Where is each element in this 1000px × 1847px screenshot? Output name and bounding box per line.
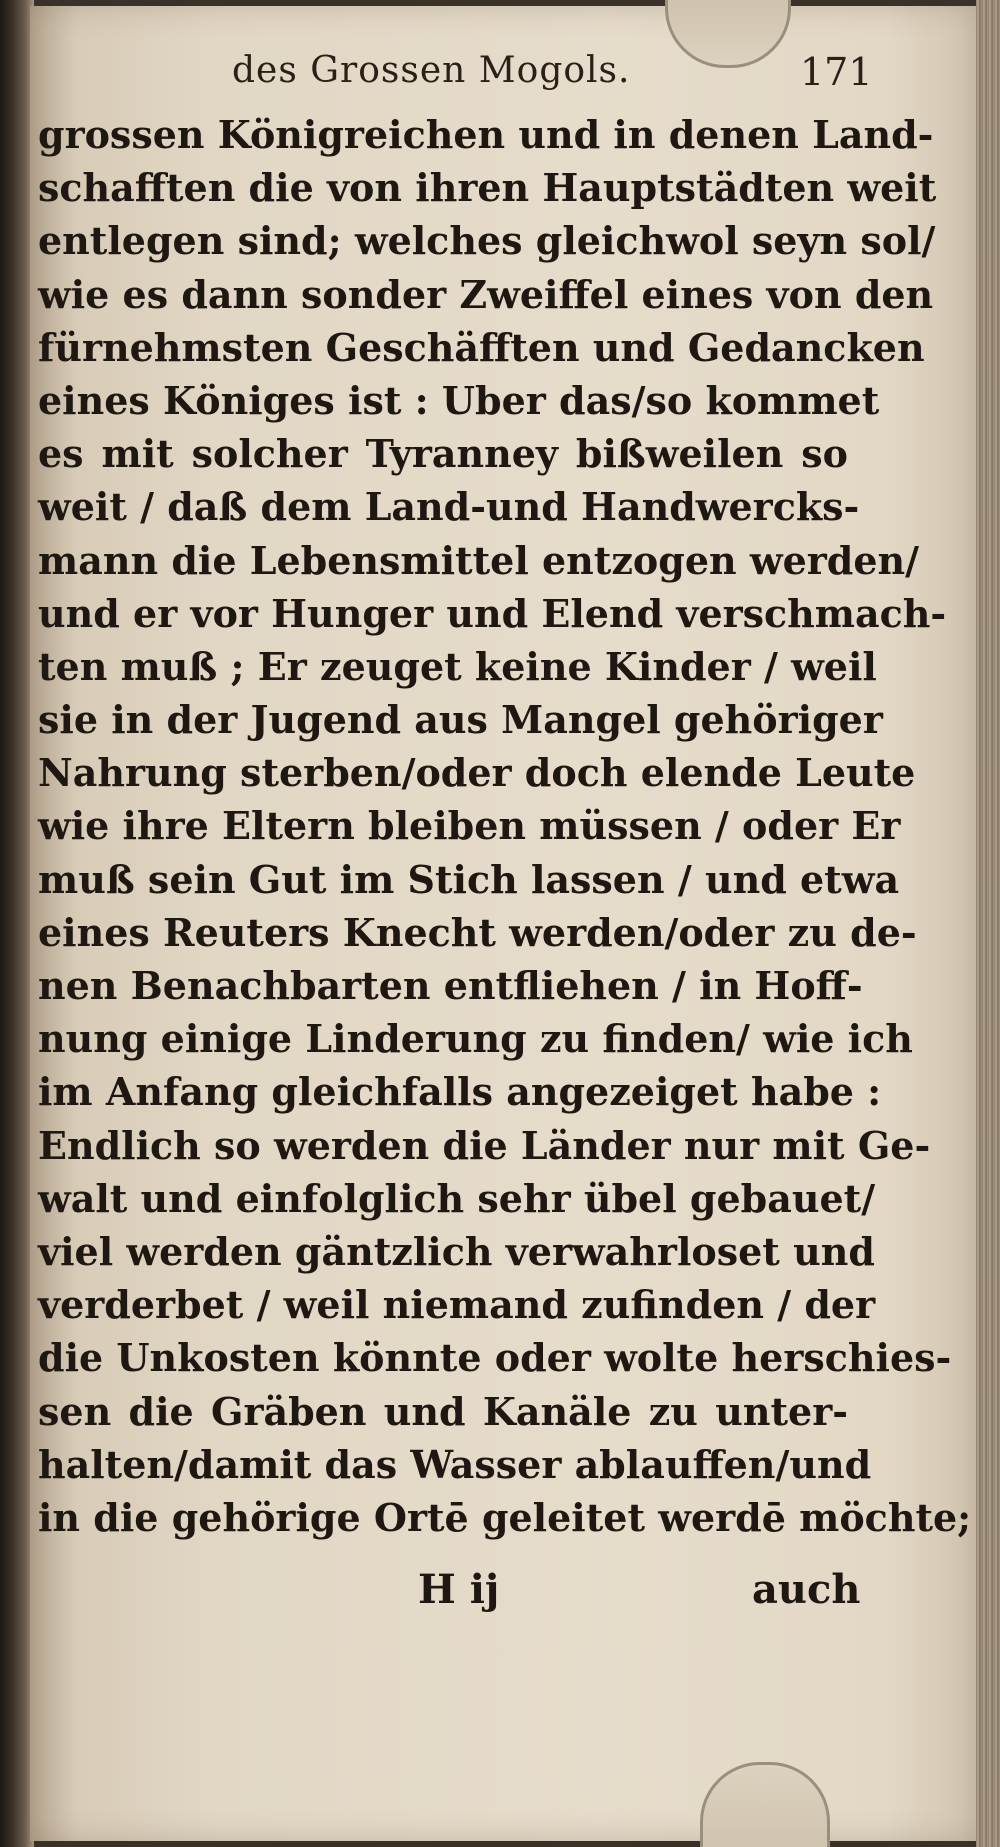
- text-line: sen die Gräben und Kanäle zu unter-: [38, 1388, 848, 1434]
- body-text: [38, 108, 972, 1544]
- text-line: in die gehörige Ortē geleitet werdē möchte;: [38, 1494, 972, 1540]
- text-line: Endlich so werden die Länder nur mit Ge-: [38, 1122, 931, 1168]
- catchword: auch: [752, 1566, 861, 1613]
- signature-mark: H ij: [418, 1566, 500, 1613]
- text-line: Nahrung sterben/oder doch elende Leute: [38, 750, 916, 796]
- text-line: mann die Lebensmittel entzogen werden/: [38, 537, 920, 583]
- text-line: wie ihre Eltern bleiben müssen / oder Er: [38, 803, 901, 849]
- text-line: fürnehmsten Geschäfften und Gedancken: [38, 324, 925, 370]
- text-line: verderbet / weil niemand zufinden / der: [38, 1282, 876, 1328]
- page-footer: [0, 1566, 1000, 1622]
- text-line: eines Königes ist : Uber das/so kommet: [38, 377, 880, 423]
- text-line: grossen Königreichen und in denen Land-: [38, 112, 934, 157]
- text-line: halten/damit das Wasser ablauffen/und: [38, 1441, 872, 1487]
- text-line: viel werden gäntzlich verwahrloset und: [38, 1228, 875, 1274]
- text-line: muß sein Gut im Stich lassen / und etwa: [38, 856, 900, 902]
- text-line: ten muß ; Er zeuget keine Kinder / weil: [38, 643, 877, 689]
- text-line: und er vor Hunger und Elend verschmach-: [38, 590, 947, 636]
- text-line: walt und einfolglich sehr übel gebauet/: [38, 1175, 876, 1221]
- text-line: entlegen sind; welches gleichwol seyn sol/: [38, 218, 936, 264]
- text-line: nen Benachbarten entfliehen / in Hoff-: [38, 963, 863, 1008]
- text-line: weit / daß dem Land-und Handwercks-: [38, 484, 860, 530]
- text-line: wie es dann sonder Zweiffel eines von den: [38, 271, 934, 317]
- text-line: sie in der Jugend aus Mangel gehöriger: [38, 697, 883, 743]
- text-line: schafften die von ihren Hauptstädten weit: [38, 165, 937, 211]
- text-line: es mit solcher Tyranney bißweilen so: [38, 431, 848, 477]
- running-head: des Grossen Mogols.: [232, 50, 631, 91]
- text-line: eines Reuters Knecht werden/oder zu de-: [38, 909, 917, 955]
- text-line: die Unkosten könnte oder wolte herschies-: [38, 1335, 952, 1381]
- text-line: nung einige Linderung zu finden/ wie ich: [38, 1016, 913, 1062]
- page-number: 171: [800, 50, 873, 94]
- text-line: im Anfang gleichfalls angezeiget habe :: [38, 1069, 882, 1115]
